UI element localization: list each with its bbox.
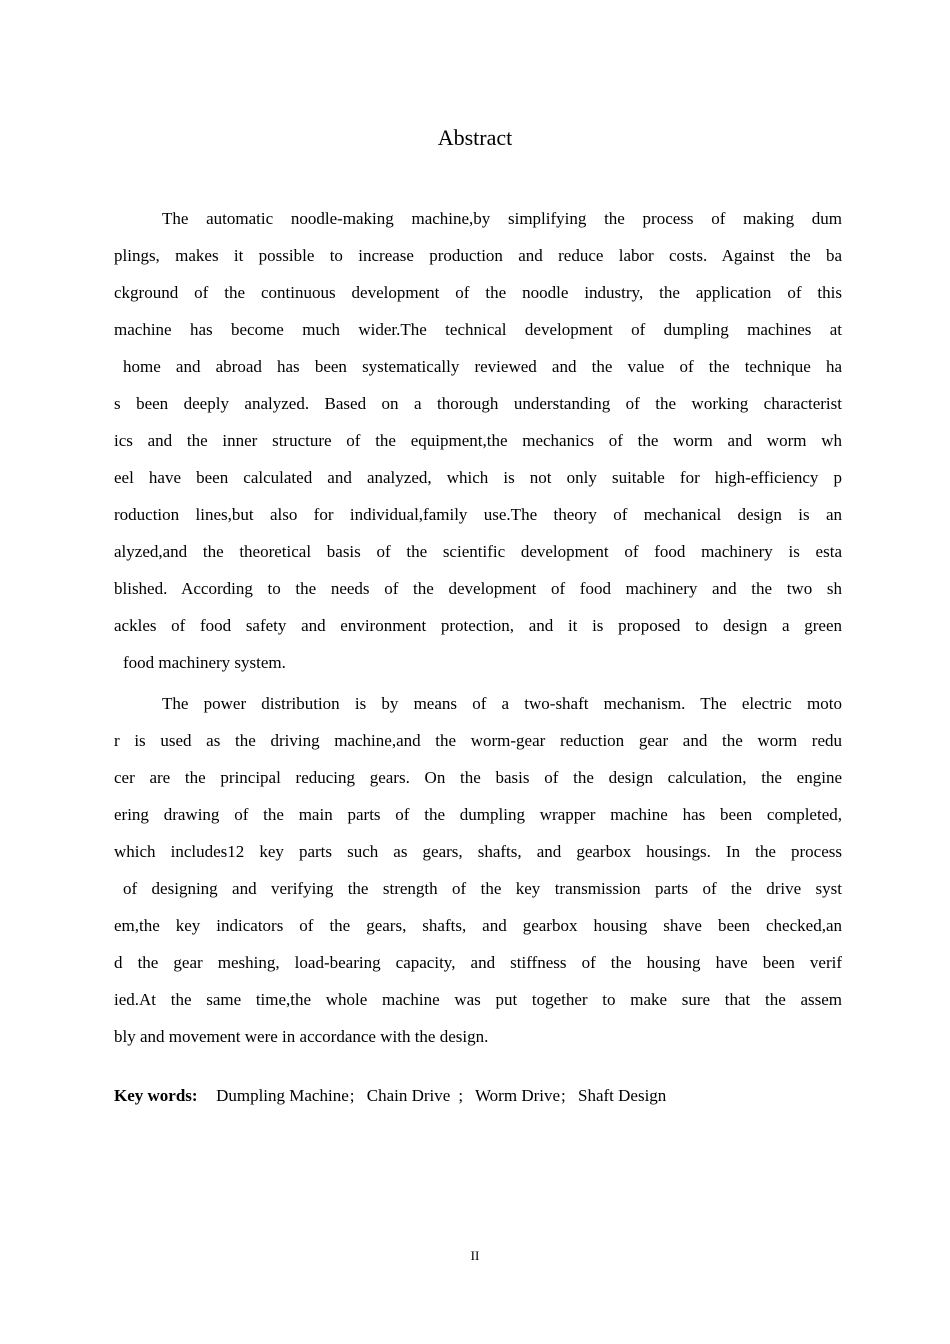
- paragraph-line: roduction lines,but also for individual,family use.The theory of mechanical design is an: [114, 505, 842, 524]
- keyword-separator: ;: [561, 1086, 566, 1105]
- keywords-line: [114, 1081, 842, 1111]
- abstract-paragraph-2: [114, 685, 842, 1055]
- paragraph-line: of designing and verifying the strength of the key transmission parts of the drive syst: [123, 879, 842, 898]
- paragraph-line: machine has become much wider.The technical development of dumpling machines at: [114, 320, 842, 339]
- paragraph-line: ied.At the same time,the whole machine was put together to make sure that the assem: [114, 990, 842, 1009]
- paragraph-line: ering drawing of the main parts of the dumpling wrapper machine has been completed,: [114, 805, 842, 824]
- paragraph-line: s been deeply analyzed. Based on a thorough understanding of the working characterist: [114, 394, 842, 413]
- paragraph-line: em,the key indicators of the gears, shafts, and gearbox housing shave been checked,an: [114, 916, 842, 935]
- paragraph-line: cer are the principal reducing gears. On the basis of the design calculation, the engine: [114, 768, 842, 787]
- paragraph-line: ckground of the continuous development of the noodle industry, the application of this: [114, 283, 842, 302]
- paragraph-line: alyzed,and the theoretical basis of the scientific development of food machinery is esta: [114, 542, 842, 561]
- keyword-item: Shaft Design: [578, 1086, 667, 1105]
- paragraph-line: d the gear meshing, load-bearing capacity, and stiffness of the housing have been verif: [114, 953, 842, 972]
- paragraph-line: which includes12 key parts such as gears, shafts, and gearbox housings. In the process: [114, 842, 842, 861]
- keyword-separator: ;: [349, 1086, 355, 1105]
- keyword-separator: ;: [458, 1086, 464, 1105]
- keyword-item: Chain Drive: [366, 1086, 451, 1105]
- paragraph-line: r is used as the driving machine,and the worm-gear reduction gear and the worm redu: [114, 731, 842, 750]
- abstract-title: Abstract: [437, 125, 513, 150]
- keyword-item: Dumpling Machine: [216, 1086, 349, 1105]
- paragraph-line: eel have been calculated and analyzed, which is not only suitable for high-efficiency p: [114, 468, 842, 487]
- paragraph-line: ackles of food safety and environment protection, and it is proposed to design a green: [114, 616, 842, 635]
- paragraph-line: home and abroad has been systematically reviewed and the value of the technique ha: [123, 357, 842, 376]
- paragraph-line: ics and the inner structure of the equipment,the mechanics of the worm and worm wh: [114, 431, 842, 450]
- page-number: II: [470, 1248, 480, 1263]
- keywords-label: Key words:: [114, 1086, 198, 1105]
- paragraph-line: The automatic noodle-making machine,by simplifying the process of making dum: [162, 209, 842, 228]
- paragraph-line: The power distribution is by means of a two-shaft mechanism. The electric moto: [162, 694, 842, 713]
- paragraph-line: bly and movement were in accordance with the design.: [114, 1027, 489, 1046]
- abstract-paragraph-1: [114, 200, 842, 681]
- paragraph-line: plings, makes it possible to increase production and reduce labor costs. Against the ba: [114, 246, 842, 265]
- keyword-item: Worm Drive: [475, 1086, 561, 1105]
- paragraph-line: food machinery system.: [123, 653, 286, 672]
- paragraph-line: blished. According to the needs of the development of food machinery and the two sh: [114, 579, 842, 598]
